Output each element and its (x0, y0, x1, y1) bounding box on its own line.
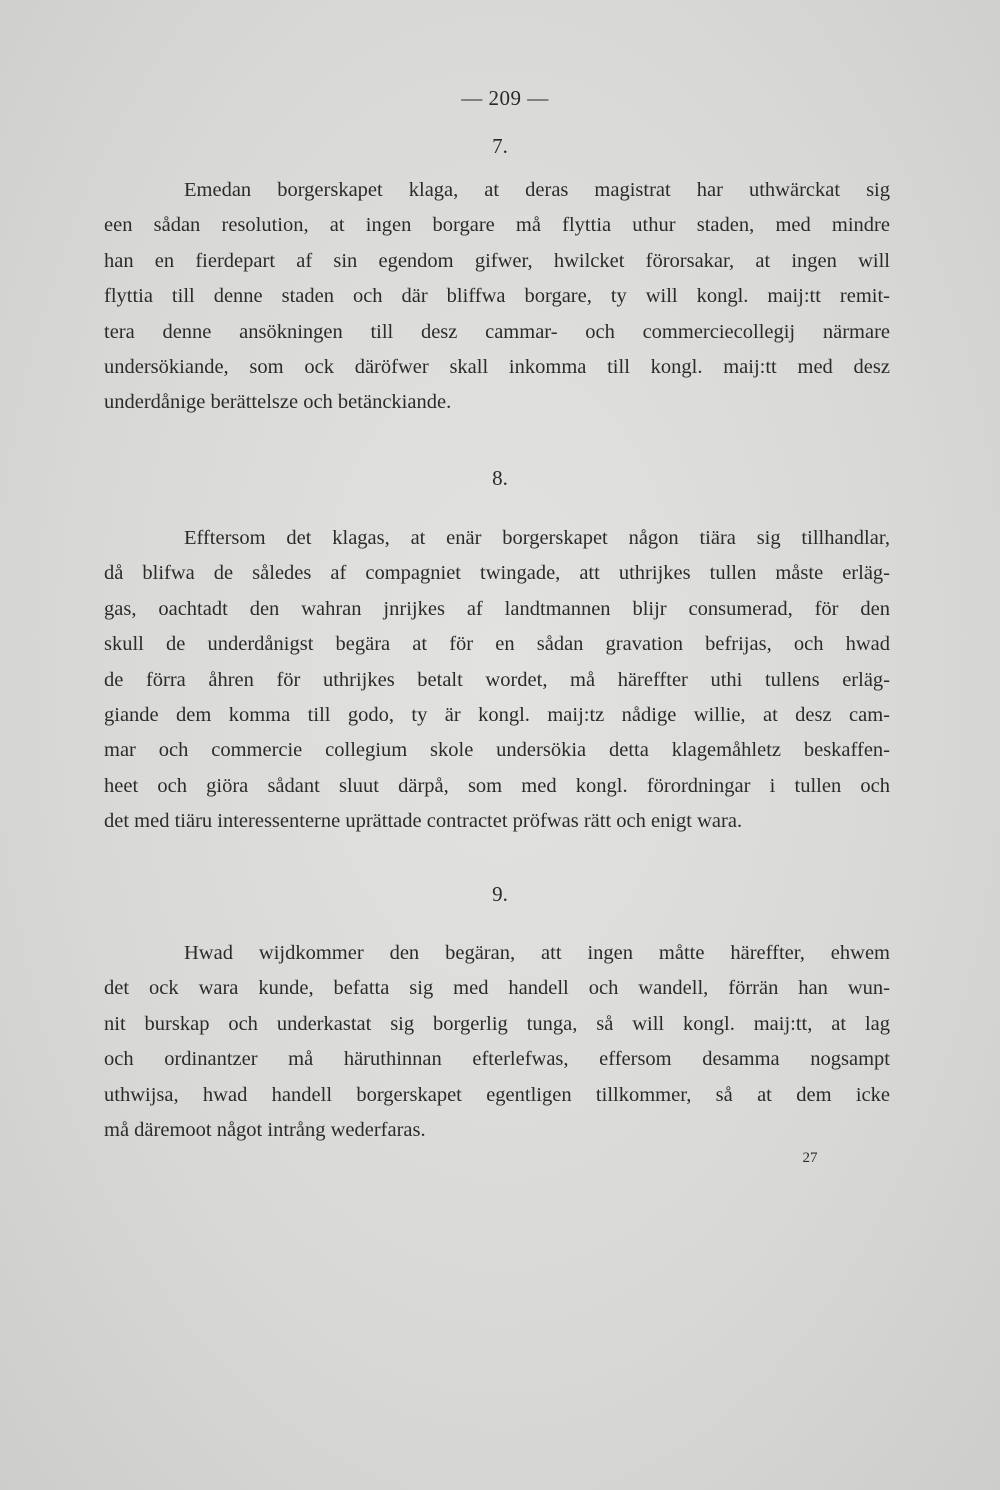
text-line: tera denne ansökningen till desz cammar- och commerciecollegij närmare (104, 320, 890, 343)
section-9-text (104, 936, 890, 1148)
text-line: underdånige berättelsze och betänckiande. (104, 391, 452, 414)
text-line: undersökiande, som ock däröfwer skall inkomma till kongl. maij:tt med desz (104, 355, 890, 378)
section-8-text (104, 521, 890, 840)
text-line: nit burskap och underkastat sig borgerlig tunga, så will kongl. maij:tt, at lag (104, 1012, 890, 1035)
text-line: heet och giöra sådant sluut därpå, som med kongl. förordningar i tullen och (104, 774, 890, 797)
page-number: — 209 — (461, 86, 549, 110)
text-line: det med tiäru interessenterne uprättade contractet pröfwas rätt och enigt wara. (104, 810, 743, 833)
text-line: då blifwa de således af compagniet twingade, att uthrijkes tullen måste erläg- (104, 562, 890, 585)
text-line: och ordinantzer må häruthinnan efterlefwas, effersom desamma nogsampt (104, 1048, 890, 1071)
text-line: han en fierdepart af sin egendom gifwer, hwilcket förorsakar, at ingen will (104, 249, 890, 272)
text-line: de förra åhren för uthrijkes betalt wordet, må häreffter uthi tullens erläg- (104, 668, 890, 691)
section-number-7: 7. (492, 134, 508, 158)
section-number-8: 8. (492, 466, 508, 490)
text-line: uthwijsa, hwad handell borgerskapet egentligen tillkommer, så at dem icke (104, 1083, 890, 1106)
text-line: mar och commercie collegium skole undersökia detta klagemåhletz beskaffen- (104, 739, 890, 762)
text-line: gas, oachtadt den wahran jnrijkes af landtmannen blijr consumerad, för den (104, 597, 890, 620)
section-number-9: 9. (492, 882, 508, 906)
text-line: Efftersom det klagas, at enär borgerskapet någon tiära sig tillhandlar, (184, 527, 890, 549)
text-line: een sådan resolution, at ingen borgare må flyttia uthur staden, med mindre (104, 214, 890, 237)
text-line: det ock wara kunde, befatta sig med handell och wandell, förrän han wun- (104, 977, 890, 1000)
text-line: Hwad wijdkommer den begäran, att ingen måtte häreffter, ehwem (184, 942, 890, 964)
text-line: må däremoot något intrång wederfaras. (104, 1118, 426, 1141)
signature-mark: 27 (802, 1150, 818, 1166)
text-line: giande dem komma till godo, ty är kongl. maij:tz nådige willie, at desz cam- (104, 703, 890, 726)
text-line: flyttia till denne staden och där bliffwa borgare, ty will kongl. maij:tt remit- (104, 285, 890, 308)
text-line: Emedan borgerskapet klaga, at deras magistrat har uthwärckat sig (184, 179, 890, 201)
section-7-text (104, 173, 890, 421)
text-line: skull de underdånigst begära at för en sådan gravation befrijas, och hwad (104, 633, 890, 656)
